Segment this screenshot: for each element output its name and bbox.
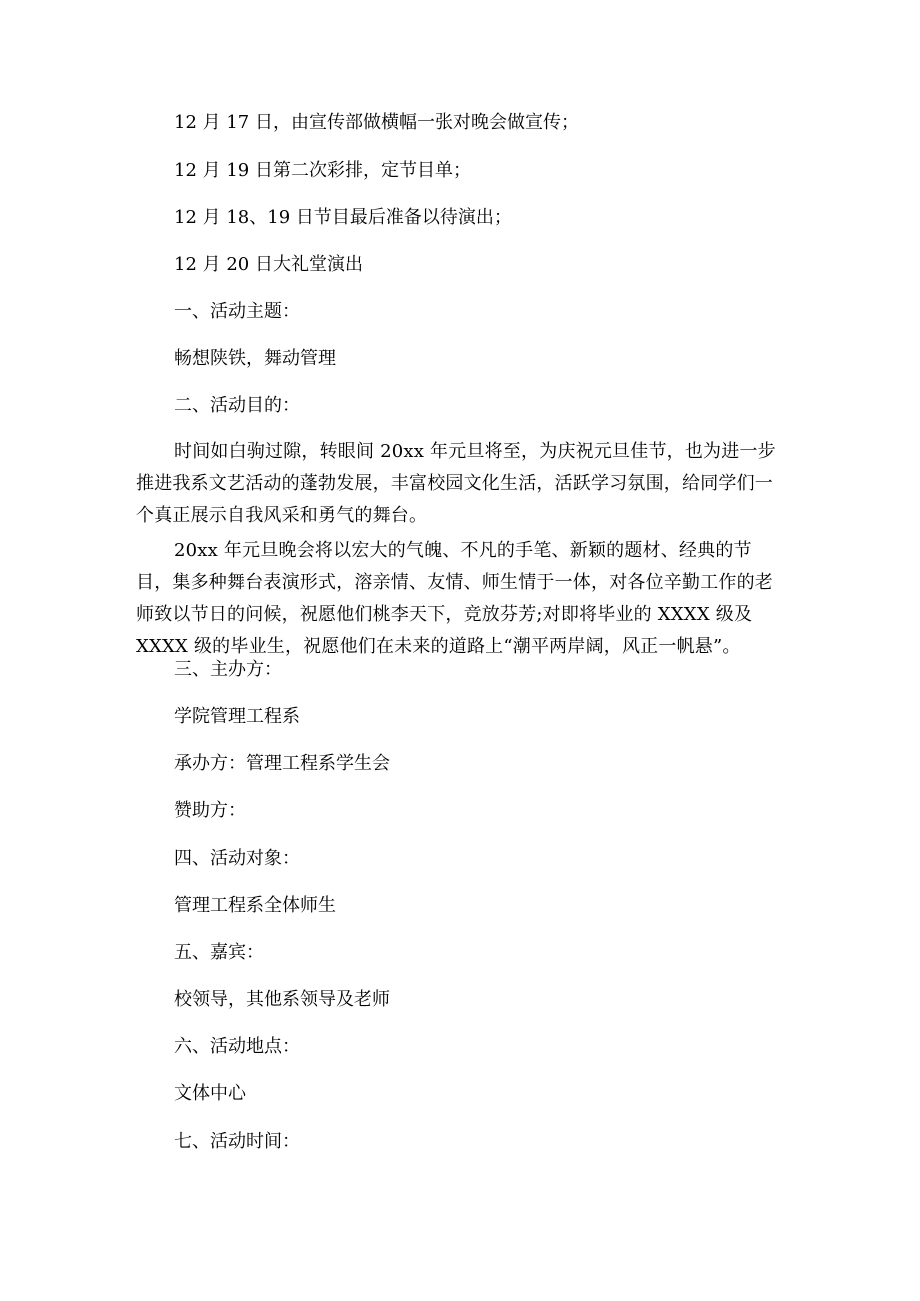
section-heading-host: 三、主办方：: [174, 659, 282, 680]
schedule-line-dec17: 12 月 17 日，由宣传部做横幅一张对晚会做宣传；: [174, 112, 579, 133]
theme-text: 畅想陕铁，舞动管理: [174, 348, 336, 369]
guests-text: 校领导，其他系领导及老师: [174, 989, 390, 1010]
section-heading-guests: 五、嘉宾：: [174, 942, 264, 963]
organizer-text: 承办方：管理工程系学生会: [174, 753, 390, 774]
schedule-line-dec20: 12 月 20 日大礼堂演出: [174, 254, 363, 275]
purpose-paragraph-2: 20xx 年元旦晚会将以宏大的气魄、不凡的手笔、新颖的题材、经典的节目，集多种舞台表演形式，溶亲情、友情、师生情于一体，对各位辛勤工作的老师致以节日的问候，祝愿他们桃李天下，竞放芬芳;对即将毕业的 XXXX 级及 XXXX 级的毕业生，祝愿他们在未来的道路上“潮平两岸阔，风正一帆悬”。: [136, 540, 773, 657]
schedule-line-dec19: 12 月 19 日第二次彩排，定节目单；: [174, 160, 471, 181]
sponsor-text: 赞助方：: [174, 800, 246, 821]
section-heading-venue: 六、活动地点：: [174, 1036, 300, 1057]
section-heading-time: 七、活动时间：: [174, 1131, 300, 1152]
section-heading-purpose: 二、活动目的：: [174, 395, 300, 416]
schedule-line-dec18-19: 12 月 18、19 日节目最后准备以待演出；: [174, 207, 512, 228]
host-text: 学院管理工程系: [174, 706, 300, 727]
audience-text: 管理工程系全体师生: [174, 895, 336, 916]
venue-text: 文体中心: [174, 1083, 246, 1104]
section-heading-audience: 四、活动对象：: [174, 848, 300, 869]
section-heading-theme: 一、活动主题：: [174, 301, 300, 322]
purpose-paragraph-1: 时间如白驹过隙，转眼间 20xx 年元旦将至，为庆祝元旦佳节，也为进一步推进我系文艺活动的蓬勃发展，丰富校园文化生活，活跃学习氛围，给同学们一个真正展示自我风采和勇气的舞台。: [136, 441, 776, 526]
